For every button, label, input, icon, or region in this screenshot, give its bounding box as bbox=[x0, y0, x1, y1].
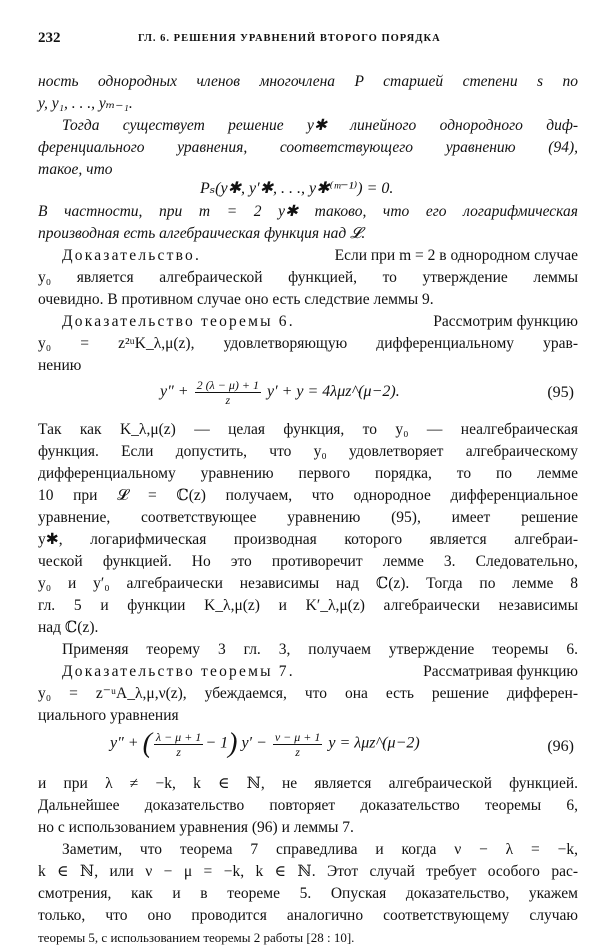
text-line: и при λ ≠ −k, k ∈ ℕ, не является алгебраической функцией. bbox=[38, 775, 578, 792]
running-header bbox=[38, 30, 578, 50]
eq96-numerator-2: ν − μ + 1 bbox=[274, 729, 321, 744]
page-number: 232 bbox=[38, 30, 61, 46]
text-line: дифференциальному уравнению первого порядка, то по лемме bbox=[38, 465, 578, 482]
eq96-denominator-1: z bbox=[176, 744, 181, 759]
eq96-part-c: y′ − bbox=[241, 734, 267, 752]
equation-ps: Pₛ(y✱, y′✱, . . ., y✱⁽ᵐ⁻¹⁾) = 0. bbox=[200, 180, 394, 197]
running-title: ГЛ. 6. РЕШЕНИЯ УРАВНЕНИЙ ВТОРОГО ПОРЯДКА bbox=[138, 33, 441, 44]
eq95-fraction bbox=[195, 378, 261, 407]
text-line: над ℂ(z). bbox=[38, 619, 99, 636]
eq95-numerator: 2 (λ − μ) + 1 bbox=[196, 378, 259, 392]
text-span: Рассматривая функцию bbox=[423, 663, 578, 680]
text-line: ность однородных членов многочлена P старшей степени s по bbox=[38, 73, 578, 90]
text-line: Применяя теорему 3 гл. 3, получаем утверждение теоремы 6. bbox=[62, 641, 578, 658]
text-line: нению bbox=[38, 357, 82, 374]
text-line: Тогда существует решение y✱ линейного однородного диф- bbox=[62, 117, 578, 134]
text-line: y₀ = z⁻ᵘA_λ,μ,ν(z), убеждаемся, что она есть решение дифферен- bbox=[38, 685, 578, 702]
text-span: Если при m = 2 в однородном случае bbox=[334, 247, 578, 264]
equation-96 bbox=[110, 728, 420, 760]
text-line: ференциального уравнения, соответствующего уравнению (94), bbox=[38, 139, 578, 156]
text-span: Рассмотрим функцию bbox=[433, 313, 578, 330]
right-paren: ) bbox=[228, 728, 238, 759]
text-line: y, y₁, . . ., yₘ₋₁. bbox=[38, 95, 133, 112]
text-line bbox=[62, 312, 578, 332]
text-line: y✱, логарифмическая производная которого является алгебраи- bbox=[38, 531, 578, 548]
equation-number-95: (95) bbox=[547, 384, 574, 401]
proof-heading: Доказательство теоремы 6. bbox=[62, 313, 295, 330]
text-line bbox=[62, 662, 578, 682]
text-line: y₀ = z²ᵘK_λ,μ(z), удовлетворяющую дифференциальному урав- bbox=[38, 335, 578, 352]
eq96-part-d: y = λμz^(μ−2) bbox=[328, 734, 420, 752]
text-line: смотрения, как и в теореме 5. Опуская доказательство, укажем bbox=[38, 885, 578, 902]
text-line: но с использованием уравнения (96) и леммы 7. bbox=[38, 819, 354, 836]
text-line bbox=[38, 947, 578, 948]
text-line: производная есть алгебраическая функция над 𝓛. bbox=[38, 225, 366, 242]
left-paren: ( bbox=[142, 728, 152, 759]
text-line: циального уравнения bbox=[38, 707, 179, 724]
text-line: 10 при 𝓛 = ℂ(z) получаем, что однородное дифференциальное bbox=[38, 487, 578, 504]
eq95-denominator: z bbox=[225, 393, 231, 407]
text-line: уравнение, соответствующее уравнению (95), имеет решение bbox=[38, 509, 578, 526]
text-line: k ∈ ℕ, или ν − μ = −k, k ∈ ℕ. Этот случай требует особого рас- bbox=[38, 863, 578, 880]
eq95-left: y″ + bbox=[160, 383, 189, 401]
text-line: очевидно. В противном случае оно есть следствие леммы 9. bbox=[38, 291, 434, 308]
equation-number-96: (96) bbox=[547, 738, 574, 755]
eq96-denominator-2: z bbox=[295, 744, 300, 759]
text-line: В частности, при m = 2 y✱ таково, что его логарифмическая bbox=[38, 203, 578, 220]
eq96-numerator-1: λ − μ + 1 bbox=[155, 729, 202, 744]
text-line: y₀ является алгебраической функцией, то утверждение леммы bbox=[38, 269, 578, 286]
eq96-fraction-1 bbox=[154, 730, 203, 759]
eq96-fraction-2 bbox=[273, 730, 323, 759]
text-line: теоремы 5, с использованием теоремы 2 работы [28 : 10]. bbox=[38, 930, 355, 945]
text-line: функция. Если допустить, что y₀ удовлетворяет алгебраическому bbox=[38, 443, 578, 460]
text-line: Заметим, что теорема 7 справедлива и когда ν − λ = −k, bbox=[62, 841, 578, 858]
text-line: такое, что bbox=[38, 161, 113, 178]
text-line: только, что оно проводится аналогично соответствующему случаю bbox=[38, 907, 578, 924]
eq96-part-a: y″ + bbox=[110, 734, 139, 752]
text-line: Так как K_λ,μ(z) — целая функция, то y₀ — неалгебраическая bbox=[38, 421, 578, 438]
proof-heading: Доказательство. bbox=[62, 247, 202, 264]
text-line: y₀ и y′₀ алгебраически независимы над ℂ(z). Тогда по лемме 8 bbox=[38, 575, 578, 592]
text-line: гл. 5 и функции K_λ,μ(z) и K′_λ,μ(z) алгебраически независимы bbox=[38, 597, 578, 614]
text-line bbox=[62, 246, 578, 266]
eq96-part-b: − 1 bbox=[205, 734, 229, 752]
text-line: ческой функцией. Но это противоречит лемме 3. Следовательно, bbox=[38, 553, 578, 570]
proof-heading: Доказательство теоремы 7. bbox=[62, 663, 295, 680]
equation-95 bbox=[160, 378, 400, 407]
text-line: Дальнейшее доказательство повторяет доказательство теоремы 6, bbox=[38, 797, 578, 814]
eq95-right: y′ + y = 4λμz^(μ−2). bbox=[266, 383, 400, 401]
